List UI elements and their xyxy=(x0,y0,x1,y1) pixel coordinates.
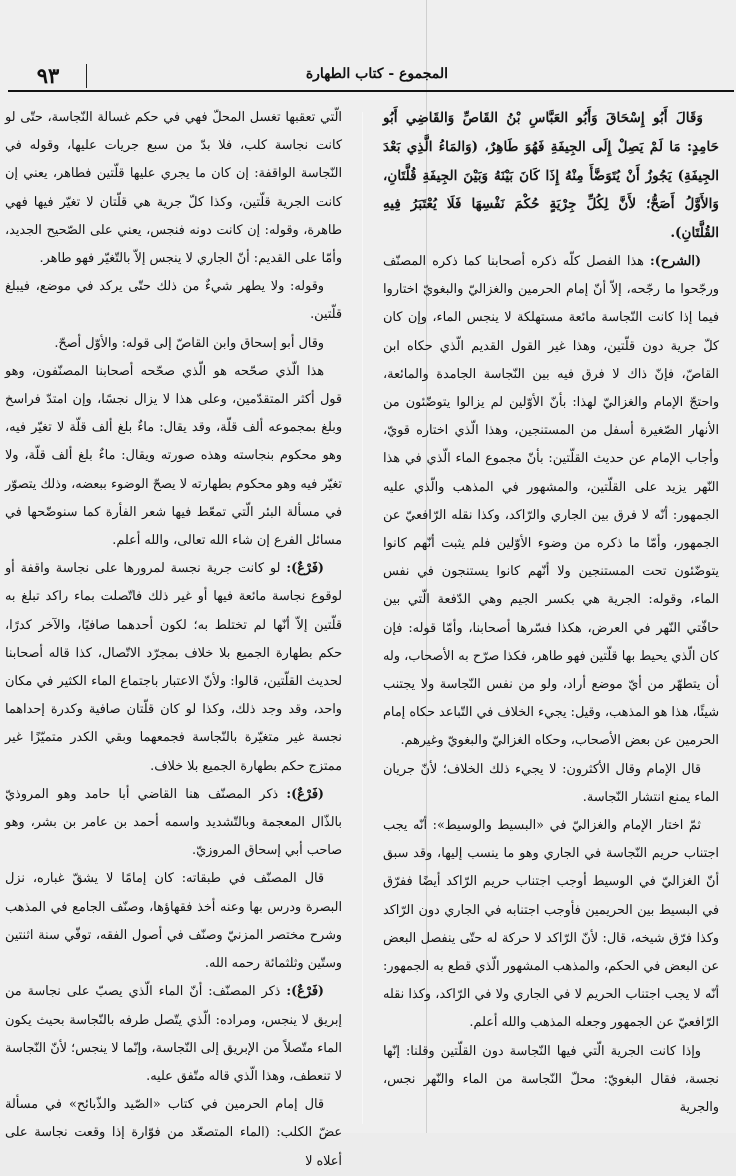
paragraph: وقوله: ولا يطهر شيءٌ من ذلك حتّى يركد في موضع، فيبلغ قلّتين. xyxy=(5,279,342,323)
far-paragraph xyxy=(5,781,342,866)
left-column xyxy=(5,104,342,1169)
right-column xyxy=(383,104,719,1128)
page-header xyxy=(8,60,734,92)
matn-text: وَقَالَ أَبُو إِسْحَاقَ وَأَبُو العَبَّاسِ بْنُ القَاصِّ وَالقَاضِي أَبُو حَامِدٍ: مَا لَمْ يَصِلْ إِلَى الجِيفَةِ فَهُوَ طَاهِرٌ، (وَالمَاءُ الَّذِي بَعْدَ الجِيفَةِ) يَجُوزُ أَنْ يُتَوَضَّأَ مِنْهُ إِذَا كَانَ بَيْنَهُ وَبَيْنَ الجِيفَةِ قُلَّتَانِ، وَالأَوَّلُ أَصَحُّ؛ لأَنَّ لِكُلِّ جِرْيَةٍ حُكْمَ نَفْسِهَا فَلَا يُعْتَبَرُ فِيهِ القُلَّتَانِ). xyxy=(383,110,719,242)
header-divider xyxy=(86,64,87,88)
far-paragraph xyxy=(5,555,342,781)
sharh-label: (الشرح): xyxy=(649,253,701,269)
sharh-text: هذا الفصل كلّه ذكره أصحابنا كما ذكره المصنّف ورجّحوا ما رجّحه، إلاّ أنّ إمام الحرمين والغزاليّ والبغويّ اختاروا فيما إذا كانت النّجاسة مائعة مستهلكة لا ينجس الماء، وإن كان كلّ جرية دون قلّتين، وهذا غير القول القديم الّذي حكاه ابن القاصّ، فإنّ ذاك لا فرق فيه بين النّجاسة الجامدة والمائعة، واحتجّ الإمام والغزاليّ لهذا: بأنّ الأوّلين لم يزالوا يتوضّئون من الأنهار الصّغيرة أسفل من المستنجين، وهذا الّذي اختاره قويّ، وأجاب الإمام عن حديث القلّتين: بأنّ مجموع الماء الّذي في هذا النّهر يزيد على القلّتين، والمشهور في المذهب والّذي عليه الجمهور: أنّه لا فرق بين الجاري والرّاكد، وكذا نقله الرّافعيّ عن الجمهور، وأمّا ما ذكره من وضوء الأوّلين فلم يثبت أنّهم كانوا يتوضّئون تحت المستنجين ولا أنّهم كانوا يستنجون في نفس الماء، وقوله: الجرية هي بكسر الجيم وهي الدّفعة الّتي بين حافّتي النّهر في العرض، هكذا فسّرها أصحابنا، وأمّا قوله: فإن كان الّذي يحيط بها قلّتين فهو طاهر، فكذا صرّح به الأصحاب، وله أن يتطهّر من أيّ موضع أراد، ولو من نفس النّجاسة ولا يجتنب شيئًا، هذا هو المذهب، وقيل: يجيء الخلاف في التّباعد حكاه إمام الحرمين عن بعض الأصحاب، وحكاه الغزاليّ والبغويّ وغيرهم. xyxy=(383,253,719,749)
page-number: ٩٣ xyxy=(36,63,60,88)
column-gutter xyxy=(362,112,363,1124)
paragraph: قال الإمام وقال الأكثرون: لا يجيء ذلك الخلاف؛ لأنّ جريان الماء يمنع انتشار النّجاسة. xyxy=(383,761,719,805)
far-text: ذكر المصنّف هنا القاضي أبا حامد وهو المروذيّ بالذّال المعجمة وبالتّشديد واسمه أحمد بن عامر بن بشر، وهو صاحب أبي إسحاق المروزيّ. xyxy=(5,786,342,859)
far-text: لو كانت جرية نجسة لمرورها على نجاسة واقفة أو لوقوع نجاسة مائعة فيها أو غير ذلك فاتّصلت بماء راكد تبلغ به قلّتين إلاّ أنّها لم تختلط به؛ لكون أحدهما صافيًا، والآخر كدرًا، حكم بطهارة الجميع بلا خلاف بمجرّد الاتّصال، كذا قاله أصحابنا لحديث القلّتين، قالوا: ولأنّ الاعتبار باجتماع الماء الكثير في مكان واحد، وقد وجد ذلك، وكذا لو كان قلّتان صافية وكدرة إحداهما نجسة غير متغيّرة بالنّجاسة فجمعهما وبقي الكدر متميّزًا غير ممتزج حكم بطهارة الجميع بلا خلاف. xyxy=(5,561,342,774)
paragraph: ثمّ اختار الإمام والغزاليّ في «البسيط والوسيط»: أنّه يجب اجتناب حريم النّجاسة في الجاري وهو ما ينسب إليها، وقد سبق أنّ الغزاليّ في الوسيط أوجب اجتناب حريم الرّاكد أيضًا ففرّق في البسيط بين الحريمين فأوجب اجتنابه في الجاري دون الرّاكد وكذا فرّق شيخه، قال: لأنّ الرّاكد لا حركة له حتّى ينفصل البعض عن البعض في الحكم، والمذهب المشهور الّذي قطع به الجمهور: أنّه لا يجب اجتناب الحريم لا في الجاري ولا في الرّاكد، وكذا نقله الرّافعيّ عن الجمهور وجعله المذهب والله أعلم. xyxy=(383,818,719,1031)
far-label: (فَرْعٌ): xyxy=(286,561,324,577)
paragraph: وقال أبو إسحاق وابن القاصّ إلى قوله: والأوّل أصحّ. xyxy=(54,335,324,351)
running-title: المجموع - كتاب الطهارة xyxy=(305,66,448,82)
paragraph: هذا الّذي صحّحه هو الّذي صحّحه أصحابنا المصنّفون، وهو قول أكثر المتقدّمين، وعلى هذا لا يزال نجسًا، وإن امتدّ فراسخ وبلغ بمجموعه ألف قلّة، وقد يقال: ماءٌ بلغ ألف قلّة لا تغيّر فيه، وهو محكوم بنجاسته وهذه صورته ويقال: ماءٌ بلغ ألف قلّة، ولا تغيّر فيه وهو محكوم بطهارته لا يصحّ الوضوء ببعضه، وذلك يتصوّر في مسألة البئر الّتي تمعّط فيها شعر الفأرة كما سنوضّحها في مسائل الفرع إن شاء الله تعالى، والله أعلم. xyxy=(5,363,342,549)
far-label: (فَرْعٌ): xyxy=(286,984,324,1000)
paragraph: قال إمام الحرمين في كتاب «الصّيد والذّبائح» في مسألة عضّ الكلب: (الماء المتصعّد من فوّارة إذا وقعت نجاسة على أعلاه لا xyxy=(5,1097,342,1169)
paragraph: قال المصنّف في طبقاته: كان إمامًا لا يشقّ غباره، نزل البصرة ودرس بها وعنه أخذ فقهاؤها، وصنّف الجامع في المذهب وشرح مختصر المزنيّ وصنّف في أصول الفقه، توفّي سنة اثنتين وستّين وثلثمائة رحمه الله. xyxy=(5,871,342,972)
far-label: (فَرْعٌ): xyxy=(286,786,324,802)
far-text: ذكر المصنّف: أنّ الماء الّذي يصبّ على نجاسة من إبريق لا ينجس، ومراده: الّذي يتّصل طرفه بالنّجاسة بحيث يكون الماء متّصلاً من الإبريق إلى النّجاسة، وإنّما لا ينجس؛ لأنّ النّجاسة لا تنعطف، وهذا الّذي قاله متّفق عليه. xyxy=(5,984,342,1084)
far-paragraph xyxy=(5,978,342,1091)
paragraph: وإذا كانت الجرية الّتي فيها النّجاسة دون القلّتين وقلنا: إنّها نجسة، فقال البغويّ: محلّ النّجاسة من الماء والنّهر نجس، والجرية xyxy=(383,1043,719,1116)
paragraph: الّتي تعقبها تغسل المحلّ فهي في حكم غسالة النّجاسة، حتّى لو كانت نجاسة كلب، فلا بدّ من سبع جريات عليها، وقوله في النّجاسة الواقفة: إن كان ما يجري عليها قلّتين فطاهر، يعني إن كانت الجرية قلّتين، وكذا كلّ جرية هي قلّتان لا تغيّر فيها فهي طاهرة، وقوله: إن كانت دونه فنجس، يعني على الصّحيح الجديد، وأمّا على القديم: أنّ الجاري لا ينجس إلاّ بالتّغيّر فهو طاهر. xyxy=(5,110,342,267)
sharh-paragraph xyxy=(383,248,719,756)
